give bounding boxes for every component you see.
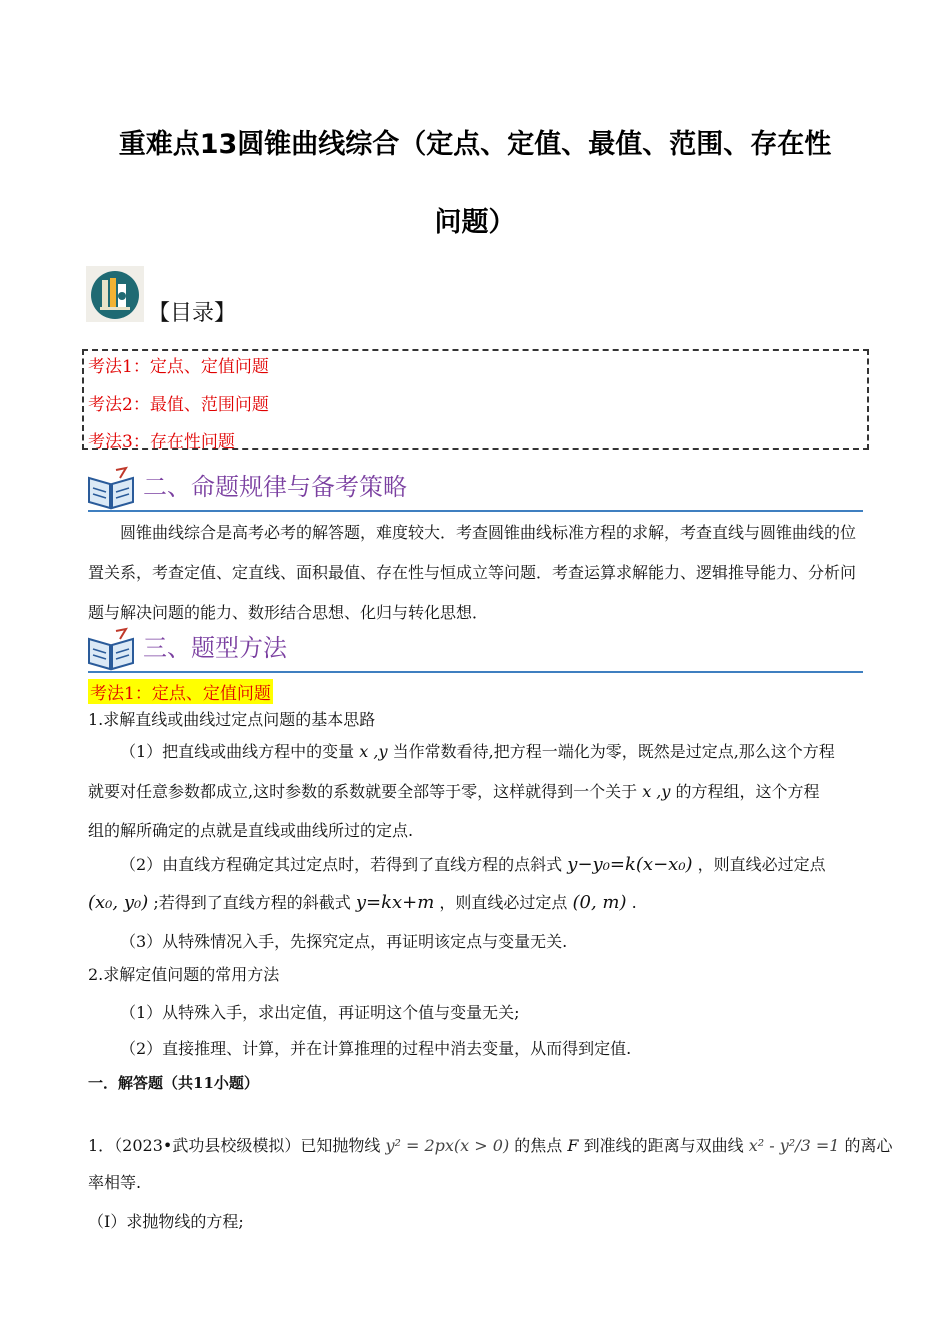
problem-1-line2: 率相等. <box>88 1173 142 1192</box>
paragraph-3: （3）从特殊情况入手，先探究定点，再证明该定点与变量无关. <box>120 932 568 951</box>
paragraph-1-line2: 就要对任意参数都成立,这时参数的系数就要全部等于零，这样就得到一个关于 x ,y 的方程组，这个方程 <box>88 782 820 801</box>
section-2-rule <box>88 510 863 512</box>
paragraph-1-line3: 组的解所确定的点就是直线或曲线所过的定点. <box>88 821 414 840</box>
section-3-rule <box>88 671 863 673</box>
heading-1: 1.求解直线或曲线过定点问题的基本思路 <box>88 710 376 729</box>
exercise-heading: 一．解答题（共11小题） <box>88 1074 259 1092</box>
heading-2: 2.求解定值问题的常用方法 <box>88 965 280 984</box>
section-2-title: 二、命题规律与备考策略 <box>143 473 407 501</box>
paragraph-1-line1: （1）把直线或曲线方程中的变量 x ,y 当作常数看待,把方程一端化为零，既然是过定点,那么这个方程 <box>120 742 835 761</box>
section-2-body: 圆锥曲线综合是高考必考的解答题，难度较大．考查圆锥曲线标准方程的求解，考查直线与圆锥曲线的位置关系，考查定值、定直线、面积最值、存在性与恒成立等问题．考查运算求解能力、逻辑推导能力、分析问题与解决问题的能力、数形结合思想、化归与转化思想． <box>88 523 857 622</box>
toc-item-2[interactable]: 考法2：最值、范围问题 <box>88 395 269 415</box>
books-icon <box>86 266 144 322</box>
open-book-icon <box>86 627 136 671</box>
toc-label: 【目录】 <box>148 301 237 326</box>
paragraph-2-line1: （2）由直线方程确定其过定点时，若得到了直线方程的点斜式 y−y₀=k(x−x₀) ，则直线必过定点 <box>120 854 826 875</box>
open-book-icon <box>86 466 136 510</box>
toc-item-3[interactable]: 考法3：存在性问题 <box>88 432 235 452</box>
section-3-title: 三、题型方法 <box>143 634 287 662</box>
problem-1-line1: 1．（2023•武功县校级模拟）已知抛物线 y² = 2px(x > 0) 的焦点 F 到准线的距离与双曲线 x² - y²/3 =1 的离心 <box>88 1136 893 1155</box>
page-title-line1: 重难点13圆锥曲线综合（定点、定值、最值、范围、存在性 <box>118 129 832 160</box>
problem-1-part-1: （Ⅰ）求抛物线的方程; <box>88 1212 244 1231</box>
method-item-1: （1）从特殊入手，求出定值，再证明这个值与变量无关; <box>120 1003 520 1022</box>
method-item-2: （2）直接推理、计算，并在计算推理的过程中消去变量，从而得到定值. <box>120 1039 632 1058</box>
toc-item-1[interactable]: 考法1：定点、定值问题 <box>88 357 269 377</box>
page-title-line2: 问题） <box>434 207 516 238</box>
paragraph-2-line2: (x₀, y₀) ;若得到了直线方程的斜截式 y=kx+m ，则直线必过定点 (0, m) . <box>88 892 637 913</box>
method-1-heading: 考法1：定点、定值问题 <box>88 679 273 704</box>
